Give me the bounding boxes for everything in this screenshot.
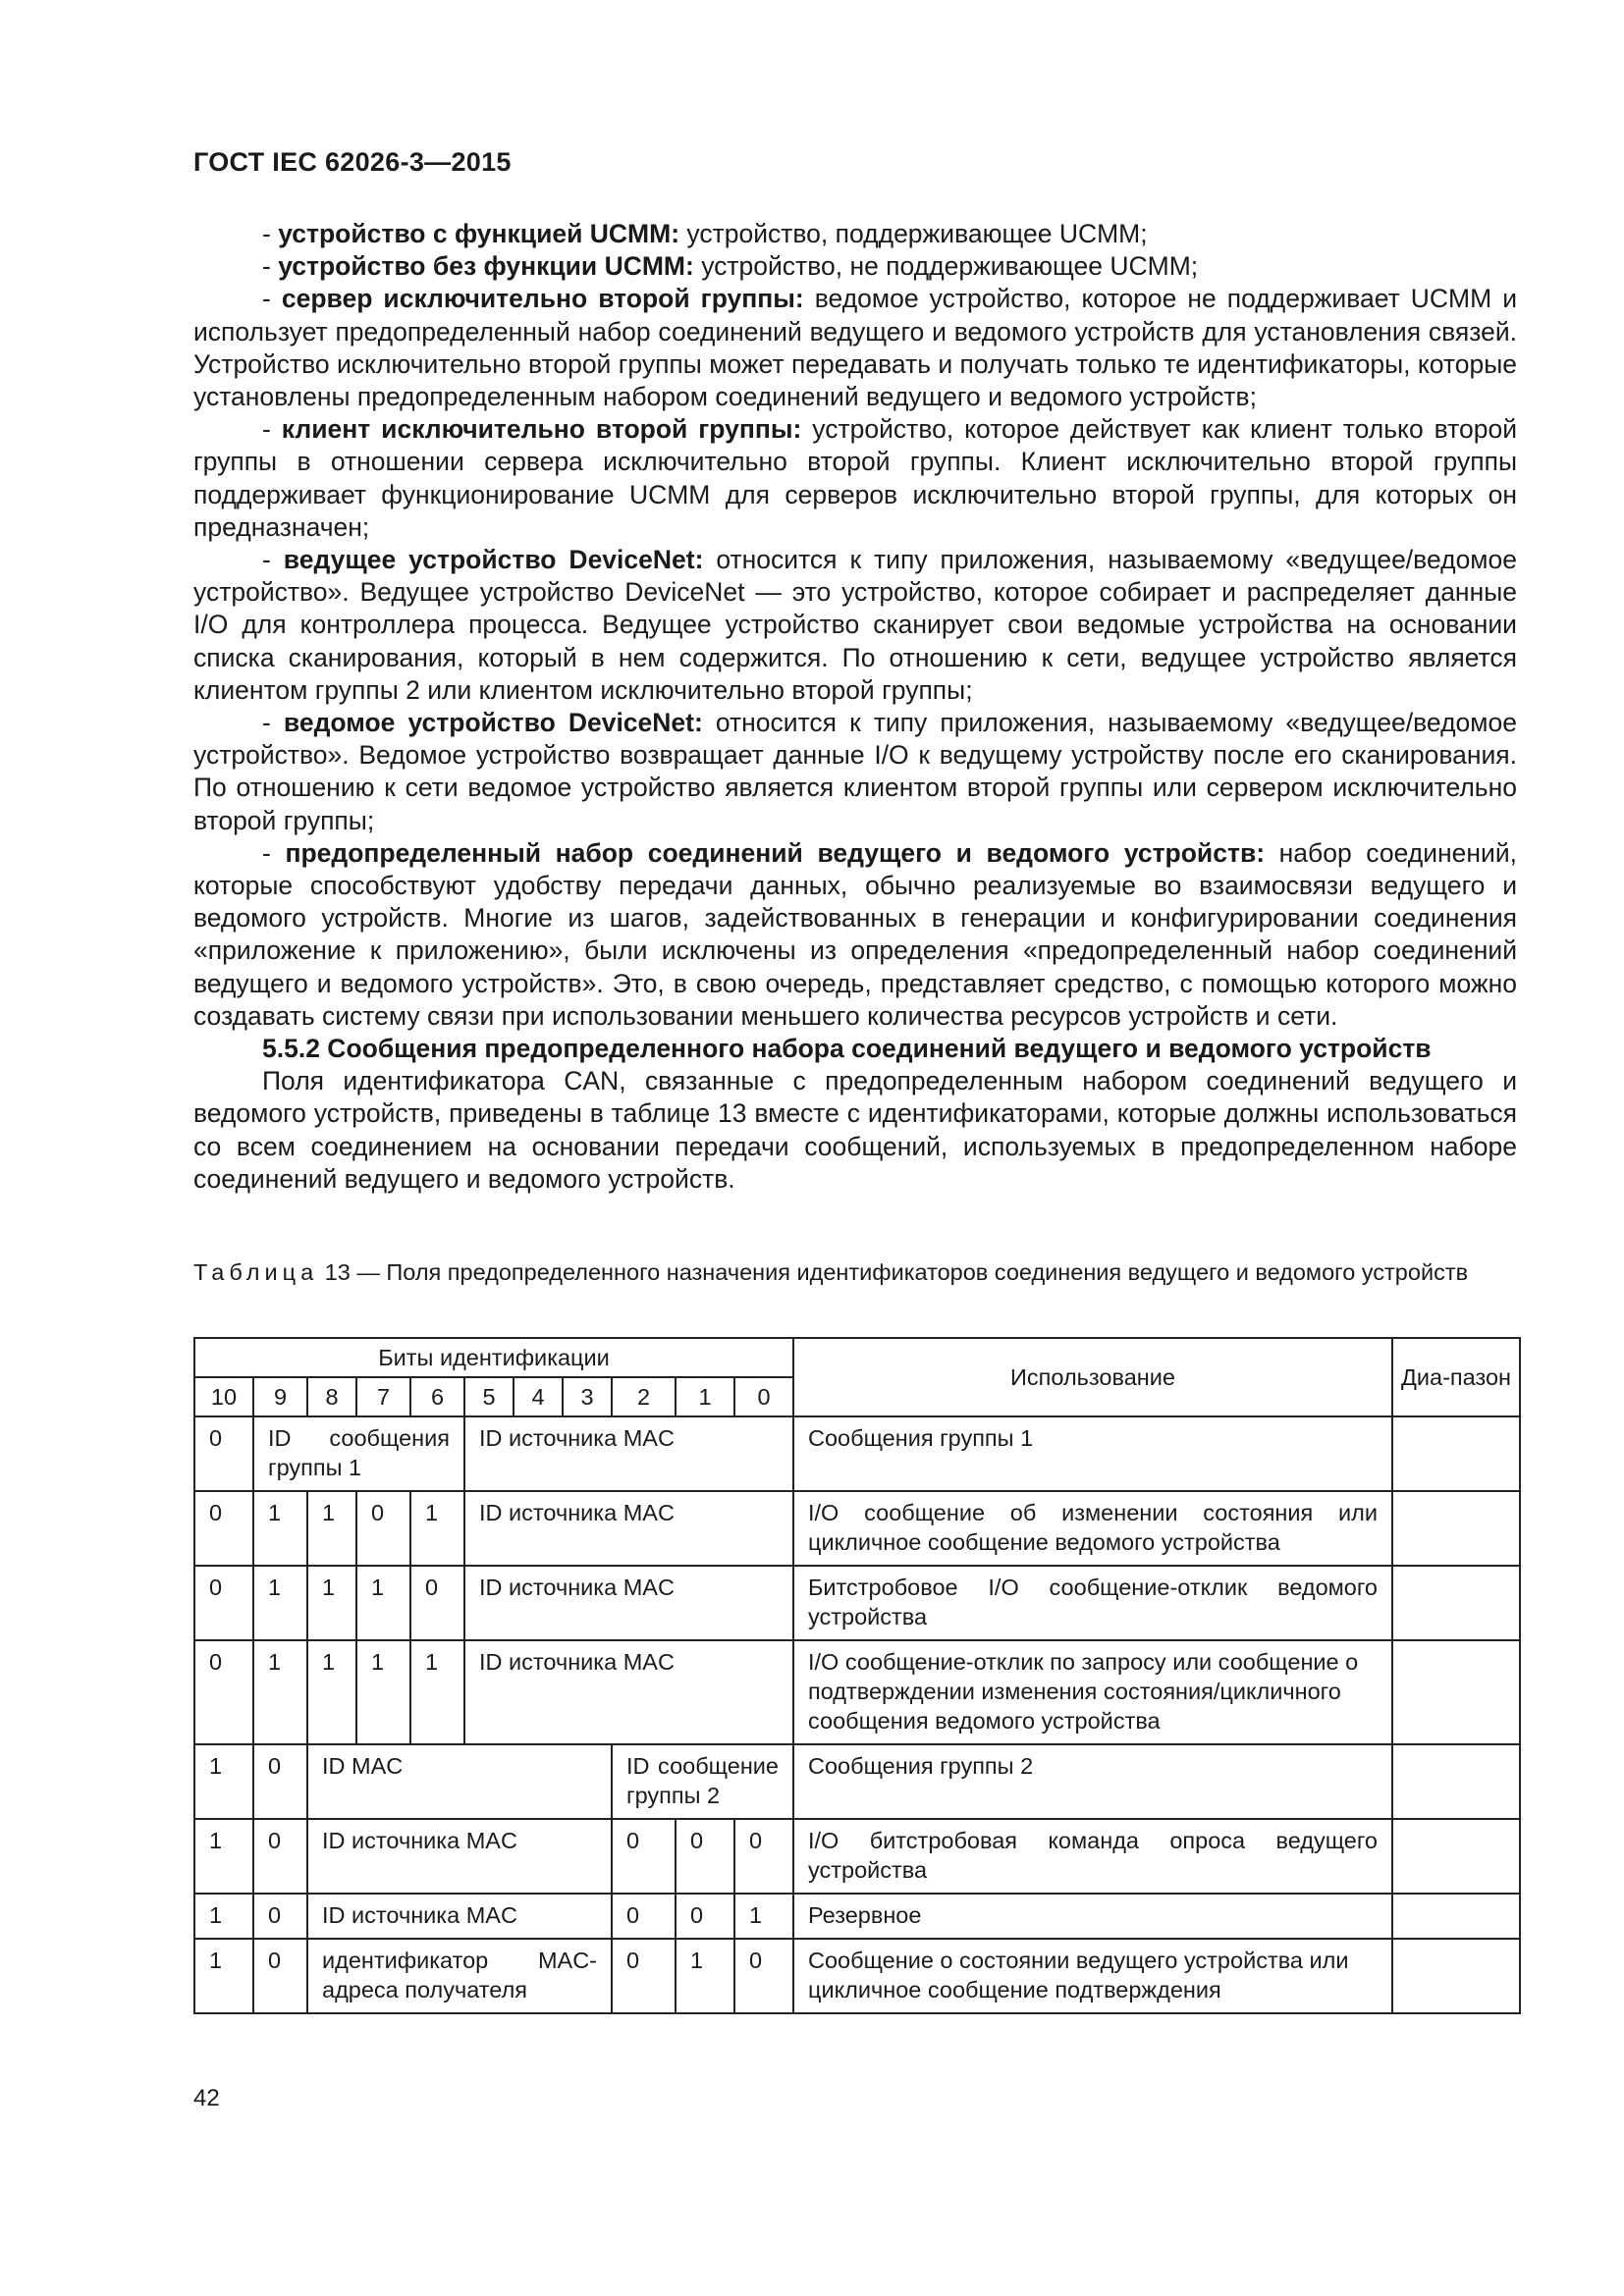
bit-cell: 1 <box>410 1491 464 1566</box>
group-id-cell: ID сообщение группы 2 <box>612 1744 793 1819</box>
usage-cell: I/O сообщение-отклик по запросу или сообщение о подтверждении изменения состояния/цикличного сообщения ведомого устройства <box>793 1640 1392 1744</box>
table-caption-text: 13 — Поля предопределенного назначения идентификаторов соединения ведущего и ведомого устройств <box>318 1259 1469 1285</box>
mac-cell: ID источника MAC <box>464 1566 793 1640</box>
usage-cell: Битстробовое I/O сообщение-отклик ведомого устройства <box>793 1566 1392 1640</box>
table-row <box>194 1566 1520 1640</box>
range-cell <box>1392 1640 1520 1744</box>
mac-cell: ID MAC <box>307 1744 612 1819</box>
bits-group-header: Биты идентификации <box>194 1338 793 1377</box>
definition-term: ведомое устройство DeviceNet: <box>283 708 703 738</box>
bit-cell: 1 <box>410 1640 464 1744</box>
bit-cell: 0 <box>194 1640 253 1744</box>
mac-cell: идентификатор MAC-адреса получателя <box>307 1939 612 2013</box>
usage-header: Использование <box>793 1338 1392 1416</box>
table-header-row <box>194 1338 1520 1377</box>
bit-cell: 0 <box>194 1416 253 1491</box>
definition-item: - сервер исключительно второй группы: ведомое устройство, которое не поддерживает UCMM и использует предопределенный набор соединений ведущего и ведомого устройств для установления связей. Устройство исключительно второй группы может передавать и получать только те идентификаторы, которые установлены предопределенным набором соединений ведущего и ведомого устройств; <box>193 284 1518 412</box>
mac-cell: ID источника MAC <box>464 1640 793 1744</box>
range-header: Диа-пазон <box>1392 1338 1520 1416</box>
table-row <box>194 1416 1520 1491</box>
definition-item: - клиент исключительно второй группы: устройство, которое действует как клиент только второй группы в отношении сервера исключительно второй группы. Клиент исключительно второй группы поддерживает функционирование UCMM для серверов исключительно второй группы, для которых он предназначен; <box>193 414 1517 542</box>
bit-cell: 1 <box>307 1491 356 1566</box>
usage-cell: Сообщения группы 1 <box>793 1416 1392 1491</box>
usage-cell: Сообщения группы 2 <box>793 1744 1392 1819</box>
table-row <box>194 1939 1520 2013</box>
definition-text: устройство, не поддерживающее UCMM; <box>693 251 1199 282</box>
bit-cell: 1 <box>734 1894 793 1939</box>
bit-cell: 1 <box>356 1566 410 1640</box>
bit-cell: 0 <box>676 1894 734 1939</box>
range-cell <box>1392 1819 1520 1894</box>
bit-cell: 1 <box>307 1640 356 1744</box>
mac-cell: ID источника MAC <box>464 1416 793 1491</box>
bit-cell: 0 <box>612 1894 676 1939</box>
bit-header: 9 <box>253 1377 307 1416</box>
bit-cell: 0 <box>612 1819 676 1894</box>
table-row <box>194 1491 1520 1566</box>
usage-cell: Сообщение о состоянии ведущего устройства или цикличное сообщение подтверждения <box>793 1939 1392 2013</box>
usage-cell: I/O битстробовая команда опроса ведущего устройства <box>793 1819 1392 1894</box>
bit-cell: 0 <box>410 1566 464 1640</box>
definition-term: клиент исключительно второй группы: <box>281 414 802 445</box>
bit-cell: 0 <box>253 1744 307 1819</box>
table-row <box>194 1640 1520 1744</box>
definition-text: устройство, которое действует как клиент только второй группы в отношении сервера исключительно второй группы. Клиент исключительно второй группы поддерживает функционирование UCMM для серверов исключительно второй группы, для которых он предназначен; <box>193 414 1517 542</box>
bit-cell: 0 <box>253 1939 307 2013</box>
bit-cell: 0 <box>253 1819 307 1894</box>
bit-cell: 1 <box>253 1566 307 1640</box>
bit-header: 4 <box>514 1377 563 1416</box>
definition-term: сервер исключительно второй группы: <box>281 284 804 314</box>
definition-term: ведущее устройство DeviceNet: <box>283 545 704 575</box>
definition-text: относится к типу приложения, называемому «ведущее/ведомое устройство». Ведомое устройство возвращает данные I/O к ведущему устройству после его сканирования. По отношению к сети ведомое устройство является клиентом второй группы или сервером исключительно второй группы; <box>193 708 1517 835</box>
bit-cell: 0 <box>253 1894 307 1939</box>
group-id-cell: ID сообщения группы 1 <box>253 1416 464 1491</box>
bit-cell: 1 <box>307 1566 356 1640</box>
definition-text: набор соединений, которые способствуют удобству передачи данных, обычно реализуемые во взаимосвязи ведущего и ведомого устройств. Многие из шагов, задействованных в генерации и конфигурировании соединения «приложение к приложению», были исключены из определения «предопределенный набор соединений ведущего и ведомого устройств». Это, в свою очередь, представляет средство, с помощью которого можно создавать систему связи при использовании меньшего количества ресурсов устройств и сети. <box>193 837 1517 1031</box>
mac-cell: ID источника MAC <box>307 1819 612 1894</box>
bit-header: 10 <box>194 1377 253 1416</box>
table-caption <box>193 1259 1517 1286</box>
definition-term: устройство без функции UCMM: <box>278 251 694 282</box>
bit-cell: 0 <box>356 1491 410 1566</box>
bit-cell: 1 <box>194 1744 253 1819</box>
definition-item: - устройство без функции UCMM: устройство, не поддерживающее UCMM; <box>262 251 1199 282</box>
definition-item: - ведущее устройство DeviceNet: относится к типу приложения, называемому «ведущее/ведомое устройство». Ведущее устройство DeviceNet — это устройство, которое собирает и распределяет данные I/O для контроллера процесса. Ведущее устройство сканирует свои ведомые устройства на основании списка сканирования, который в нем содержится. По отношению к сети, ведущее устройство является клиентом группы 2 или клиентом исключительно второй группы; <box>193 545 1517 705</box>
bit-cell: 1 <box>356 1640 410 1744</box>
bit-cell: 0 <box>676 1819 734 1894</box>
usage-cell: Резервное <box>793 1894 1392 1939</box>
bit-header: 6 <box>410 1377 464 1416</box>
range-cell <box>1392 1894 1520 1939</box>
definition-text: относится к типу приложения, называемому «ведущее/ведомое устройство». Ведущее устройство DeviceNet — это устройство, которое собирает и распределяет данные I/O для контроллера процесса. Ведущее устройство сканирует свои ведомые устройства на основании списка сканирования, который в нем содержится. По отношению к сети, ведущее устройство является клиентом группы 2 или клиентом исключительно второй группы; <box>193 545 1517 705</box>
table-caption-label: Таблица <box>193 1259 319 1285</box>
section-heading: 5.5.2 Сообщения предопределенного набора соединений ведущего и ведомого устройств <box>262 1034 1432 1064</box>
definition-item: - ведомое устройство DeviceNet: относится к типу приложения, называемому «ведущее/ведомое устройство». Ведомое устройство возвращает данные I/O к ведущему устройству после его сканирования. По отношению к сети ведомое устройство является клиентом второй группы или сервером исключительно второй группы; <box>193 708 1517 835</box>
bit-header: 0 <box>734 1377 793 1416</box>
bit-header: 3 <box>563 1377 612 1416</box>
range-cell <box>1392 1416 1520 1491</box>
bit-cell: 1 <box>676 1939 734 2013</box>
bit-cell: 0 <box>612 1939 676 2013</box>
document-body <box>193 218 1517 1196</box>
page-number: 42 <box>193 2085 220 2111</box>
bit-cell: 1 <box>194 1939 253 2013</box>
usage-cell: I/O сообщение об изменении состояния или цикличное сообщение ведомого устройства <box>793 1491 1392 1566</box>
bit-cell: 1 <box>253 1640 307 1744</box>
document-header: ГОСТ IEC 62026-3—2015 <box>193 147 512 177</box>
definition-item: - предопределенный набор соединений ведущего и ведомого устройств: набор соединений, которые способствуют удобству передачи данных, обычно реализуемые во взаимосвязи ведущего и ведомого устройств. Многие из шагов, задействованных в генерации и конфигурировании соединения «приложение к приложению», были исключены из определения «предопределенный набор соединений ведущего и ведомого устройств». Это, в свою очередь, представляет средство, с помощью которого можно создавать систему связи при использовании меньшего количества ресурсов устройств и сети. <box>193 837 1517 1031</box>
definition-item: - устройство с функцией UCMM: устройство, поддерживающее UCMM; <box>262 219 1148 248</box>
mac-cell: ID источника MAC <box>464 1491 793 1566</box>
bit-cell: 1 <box>194 1819 253 1894</box>
bit-cell: 0 <box>194 1566 253 1640</box>
bit-cell: 1 <box>253 1491 307 1566</box>
table-row <box>194 1819 1520 1894</box>
definition-term: предопределенный набор соединений ведущего и ведомого устройств: <box>285 837 1266 868</box>
bit-header: 7 <box>356 1377 410 1416</box>
definition-text: устройство, поддерживающее UCMM; <box>679 219 1148 248</box>
bit-header: 2 <box>612 1377 676 1416</box>
table-row <box>194 1894 1520 1939</box>
table-row <box>194 1744 1520 1819</box>
bit-header: 8 <box>307 1377 356 1416</box>
bit-header: 1 <box>676 1377 734 1416</box>
identifier-table <box>193 1337 1521 2014</box>
bit-cell: 1 <box>194 1894 253 1939</box>
bit-header: 5 <box>464 1377 514 1416</box>
range-cell <box>1392 1566 1520 1640</box>
bit-cell: 0 <box>734 1939 793 2013</box>
definition-term: устройство с функцией UCMM: <box>278 219 680 248</box>
range-cell <box>1392 1491 1520 1566</box>
mac-cell: ID источника MAC <box>307 1894 612 1939</box>
section-paragraph: Поля идентификатора CAN, связанные с предопределенным набором соединений ведущего и ведомого устройств, приведены в таблице 13 вместе с идентификаторами, которые должны использоваться со всем соединением на основании передачи сообщений, используемых в предопределенном наборе соединений ведущего и ведомого устройств. <box>193 1066 1517 1194</box>
range-cell <box>1392 1939 1520 2013</box>
definition-text: ведомое устройство, которое не поддерживает UCMM и использует предопределенный набор соединений ведущего и ведомого устройств для установления связей. Устройство исключительно второй группы может передавать и получать только те идентификаторы, которые установлены предопределенным набором соединений ведущего и ведомого устройств; <box>193 284 1518 412</box>
bit-cell: 0 <box>194 1491 253 1566</box>
bit-cell: 0 <box>734 1819 793 1894</box>
range-cell <box>1392 1744 1520 1819</box>
